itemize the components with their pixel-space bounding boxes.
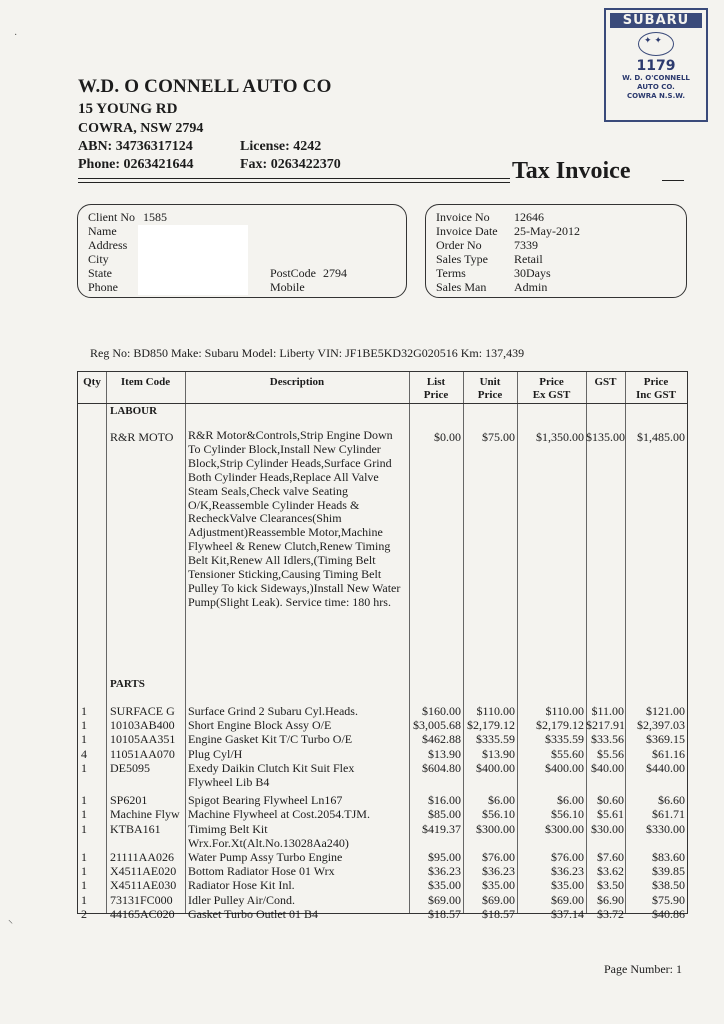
part-gst: $33.56 <box>591 732 624 747</box>
client-state-label: State <box>88 266 112 280</box>
title-underline <box>662 180 684 181</box>
page-number: Page Number: 1 <box>604 962 682 976</box>
header-unit-2: Price <box>477 389 503 401</box>
part-inc: $440.00 <box>646 760 685 775</box>
part-inc: $75.90 <box>652 892 685 907</box>
part-item: 10103AB400 <box>110 718 175 733</box>
part-desc: Timimg Belt Kit <box>188 821 268 836</box>
labour-item-code: R&R MOTO <box>110 430 174 444</box>
document-title: Tax Invoice <box>512 158 631 184</box>
header-item-code: Item Code <box>120 376 171 388</box>
part-unit: $36.23 <box>482 864 515 879</box>
company-license: License: 4242 <box>240 139 322 154</box>
part-list: $18.57 <box>428 906 461 921</box>
part-ex: $36.23 <box>551 864 584 879</box>
part-gst: $3.72 <box>597 906 624 921</box>
part-desc: Bottom Radiator Hose 01 Wrx <box>188 864 335 879</box>
part-qty: 1 <box>81 892 87 907</box>
part-ex: $37.14 <box>551 906 584 921</box>
part-desc-continued: Wrx.For.Xt(Alt.No.13028Aa240) <box>188 835 349 850</box>
part-unit: $400.00 <box>476 760 515 775</box>
part-inc: $6.60 <box>658 793 685 808</box>
part-gst: $0.60 <box>597 793 624 808</box>
part-desc: Plug Cyl/H <box>188 746 243 761</box>
part-qty: 1 <box>81 760 87 775</box>
part-list: $3,005.68 <box>413 718 461 733</box>
header-price-inc-gst <box>625 376 687 402</box>
labour-unit-price: $75.00 <box>482 430 515 444</box>
header-rule-top <box>78 178 510 179</box>
client-name-label: Name <box>88 224 117 238</box>
part-item: 44165AC020 <box>110 906 175 921</box>
stamp-number: 1179 <box>636 58 676 74</box>
vehicle-details: Reg No: BD850 Make: Subaru Model: Liberty VIN: JF1BE5KD32G020516 Km: 137,439 <box>90 346 525 360</box>
labour-gst: $135.00 <box>586 430 625 444</box>
order-no-value: 7339 <box>514 238 538 252</box>
part-ex: $6.00 <box>557 793 584 808</box>
part-item: SURFACE G <box>110 704 175 718</box>
scan-speck: ⸌ <box>8 919 13 930</box>
part-inc: $39.85 <box>652 864 685 879</box>
part-inc: $2,397.03 <box>637 718 685 733</box>
part-unit: $35.00 <box>482 878 515 893</box>
part-list: $95.00 <box>428 850 461 864</box>
company-header <box>78 76 341 173</box>
part-item: 11051AA070 <box>110 746 175 761</box>
part-ex: $400.00 <box>545 760 584 775</box>
part-ex: $335.59 <box>545 732 584 747</box>
part-item: KTBA161 <box>110 821 161 836</box>
stamp-line-1: W. D. O'CONNELL <box>622 74 690 82</box>
company-abn-row <box>78 139 341 155</box>
part-ex: $2,179.12 <box>536 718 584 733</box>
part-inc: $121.00 <box>646 704 685 718</box>
part-gst: $3.50 <box>597 878 624 893</box>
line-items-table <box>77 371 688 921</box>
part-gst: $6.90 <box>597 892 624 907</box>
header-price-ex-gst <box>517 376 586 402</box>
labour-price-ex-gst: $1,350.00 <box>536 430 584 444</box>
part-qty: 1 <box>81 850 87 864</box>
part-list: $69.00 <box>428 892 461 907</box>
part-item: X4511AE020 <box>110 864 177 879</box>
part-item: 10105AA351 <box>110 732 176 747</box>
part-unit: $2,179.12 <box>467 718 515 733</box>
client-no-value: 1585 <box>143 210 167 224</box>
part-list: $604.80 <box>422 760 461 775</box>
header-ex-1: Price <box>539 376 564 388</box>
header-ex-2: Ex GST <box>532 389 571 401</box>
part-list: $85.00 <box>428 807 461 822</box>
client-no-label: Client No <box>88 210 135 224</box>
part-qty: 4 <box>81 746 87 761</box>
part-inc: $38.50 <box>652 878 685 893</box>
part-item: 21111AA026 <box>110 850 174 864</box>
scan-speck: · <box>14 30 18 41</box>
part-list: $36.23 <box>428 864 461 879</box>
header-gst: GST <box>594 376 617 388</box>
postcode-value: 2794 <box>323 266 347 280</box>
part-list: $160.00 <box>422 704 461 718</box>
part-desc: Radiator Hose Kit Inl. <box>188 878 295 893</box>
part-gst: $3.62 <box>597 864 624 879</box>
part-qty: 1 <box>81 821 87 836</box>
part-gst: $30.00 <box>591 821 624 836</box>
part-gst: $11.00 <box>591 704 624 718</box>
part-unit: $6.00 <box>488 793 515 808</box>
col-divider <box>106 372 107 913</box>
subaru-logo-icon <box>638 32 674 56</box>
company-town: COWRA, NSW 2794 <box>78 121 204 136</box>
sales-man-value: Admin <box>514 280 548 294</box>
dealer-stamp <box>604 8 708 122</box>
part-unit: $300.00 <box>476 821 515 836</box>
part-item: SP6201 <box>110 793 148 808</box>
labour-list-price: $0.00 <box>434 430 461 444</box>
part-unit: $13.90 <box>482 746 515 761</box>
part-ex: $110.00 <box>545 704 584 718</box>
part-item: Machine Flyw <box>110 807 180 822</box>
header-rule-bottom <box>78 182 510 183</box>
part-gst: $7.60 <box>597 850 624 864</box>
part-unit: $69.00 <box>482 892 515 907</box>
part-desc: Machine Flywheel at Cost.2054.TJM. <box>188 807 370 822</box>
company-phone: Phone: 0263421644 <box>78 157 194 172</box>
stamp-line-3: COWRA N.S.W. <box>626 92 686 100</box>
part-gst: $217.91 <box>586 718 625 733</box>
postcode-label: PostCode <box>270 266 317 280</box>
company-fax: Fax: 0263422370 <box>240 157 341 172</box>
part-ex: $69.00 <box>551 892 584 907</box>
part-qty: 1 <box>81 878 87 893</box>
header-unit-price <box>463 376 517 402</box>
redacted-client-info <box>138 225 248 295</box>
header-list-1: List <box>426 376 446 388</box>
company-street: 15 YOUNG RD <box>78 101 178 117</box>
part-gst: $5.61 <box>597 807 624 822</box>
section-parts: PARTS <box>110 678 145 690</box>
header-description: Description <box>269 376 325 388</box>
part-item: 73131FC000 <box>110 892 173 907</box>
part-qty: 1 <box>81 732 87 747</box>
part-qty: 1 <box>81 718 87 733</box>
part-inc: $40.86 <box>652 906 685 921</box>
part-desc: Engine Gasket Kit T/C Turbo O/E <box>188 732 353 747</box>
part-ex: $56.10 <box>551 807 584 822</box>
sales-type-label: Sales Type <box>436 252 488 266</box>
part-qty: 1 <box>81 807 87 822</box>
header-inc-2: Inc GST <box>635 389 677 401</box>
part-desc: Exedy Daikin Clutch Kit Suit Flex <box>188 760 355 775</box>
header-inc-1: Price <box>643 376 669 388</box>
part-unit: $110.00 <box>476 704 515 718</box>
invoice-details-box <box>425 204 687 298</box>
part-ex: $76.00 <box>551 850 584 864</box>
invoice-no-value: 12646 <box>514 210 544 224</box>
part-item: DE5095 <box>110 760 150 775</box>
stamp-line-2: AUTO CO. <box>637 83 675 91</box>
company-name: W.D. O CONNELL AUTO CO <box>78 76 332 97</box>
part-desc-continued: Flywheel Lib B4 <box>188 775 270 789</box>
company-abn: ABN: 34736317124 <box>78 139 193 154</box>
part-list: $462.88 <box>422 732 461 747</box>
part-list: $419.37 <box>422 821 461 836</box>
part-desc: Spigot Bearing Flywheel Ln167 <box>188 793 343 808</box>
part-inc: $330.00 <box>646 821 685 836</box>
terms-label: Terms <box>436 266 466 280</box>
header-list-price <box>409 376 463 402</box>
part-unit: $56.10 <box>482 807 515 822</box>
sales-man-label: Sales Man <box>436 280 487 294</box>
labour-description: R&R Motor&Controls,Strip Engine Down To Cylinder Block,Install New Cylinder Block,Strip Cylinder Heads,Surface Grind Both Cylinder Heads,Replace All Valve Steam Seals,Check valve Seating O/K,Reassemble Cylinder Heads & RecheckValve Clearances(Shim Adjustment)Reassemble Motor,Machine Flywheel & Renew Clutch,Renew Timing Belt Kit,Renew All Idlers,(Timing Belt Tensioner Sticking,Causing Timing Belt Pulley To kick Sideways,)Install New Water Pump(Slight Leak). Service time: 180 hrs. <box>188 428 401 609</box>
part-inc: $83.60 <box>652 850 685 864</box>
part-list: $35.00 <box>428 878 461 893</box>
part-unit: $335.59 <box>476 732 515 747</box>
part-desc: Surface Grind 2 Subaru Cyl.Heads. <box>188 704 358 718</box>
client-details-box <box>77 204 407 298</box>
part-qty: 2 <box>81 906 87 921</box>
part-list: $16.00 <box>428 793 461 808</box>
part-unit: $18.57 <box>482 906 515 921</box>
terms-value: 30Days <box>514 266 551 280</box>
header-list-2: Price <box>423 389 449 401</box>
part-unit: $76.00 <box>482 850 515 864</box>
part-inc: $61.16 <box>652 746 685 761</box>
part-desc: Idler Pulley Air/Cond. <box>188 892 295 907</box>
part-qty: 1 <box>81 793 87 808</box>
part-qty: 1 <box>81 704 87 718</box>
invoice-no-label: Invoice No <box>436 210 490 224</box>
stamp-brand: SUBARU <box>610 13 702 28</box>
client-address-label: Address <box>88 238 128 252</box>
mobile-label: Mobile <box>270 280 305 294</box>
part-ex: $55.60 <box>551 746 584 761</box>
part-inc: $369.15 <box>646 732 685 747</box>
part-list: $13.90 <box>428 746 461 761</box>
labour-price-inc-gst: $1,485.00 <box>637 430 685 444</box>
part-qty: 1 <box>81 864 87 879</box>
header-qty: Qty <box>83 376 101 388</box>
invoice-date-label: Invoice Date <box>436 224 498 238</box>
header-divider <box>78 403 687 404</box>
invoice-date-value: 25-May-2012 <box>514 224 580 238</box>
section-labour: LABOUR <box>110 405 158 417</box>
part-item: X4511AE030 <box>110 878 177 893</box>
sales-type-value: Retail <box>514 252 543 266</box>
part-desc: Water Pump Assy Turbo Engine <box>188 850 343 864</box>
part-ex: $35.00 <box>551 878 584 893</box>
part-desc: Short Engine Block Assy O/E <box>188 718 332 733</box>
part-gst: $5.56 <box>597 746 624 761</box>
client-city-label: City <box>88 252 109 266</box>
order-no-label: Order No <box>436 238 482 252</box>
company-phone-row <box>78 157 341 173</box>
part-inc: $61.71 <box>652 807 685 822</box>
part-gst: $40.00 <box>591 760 624 775</box>
header-unit-1: Unit <box>479 376 501 388</box>
client-phone-label: Phone <box>88 280 118 294</box>
part-ex: $300.00 <box>545 821 584 836</box>
part-desc: Gasket Turbo Outlet 01 B4 <box>188 906 319 921</box>
